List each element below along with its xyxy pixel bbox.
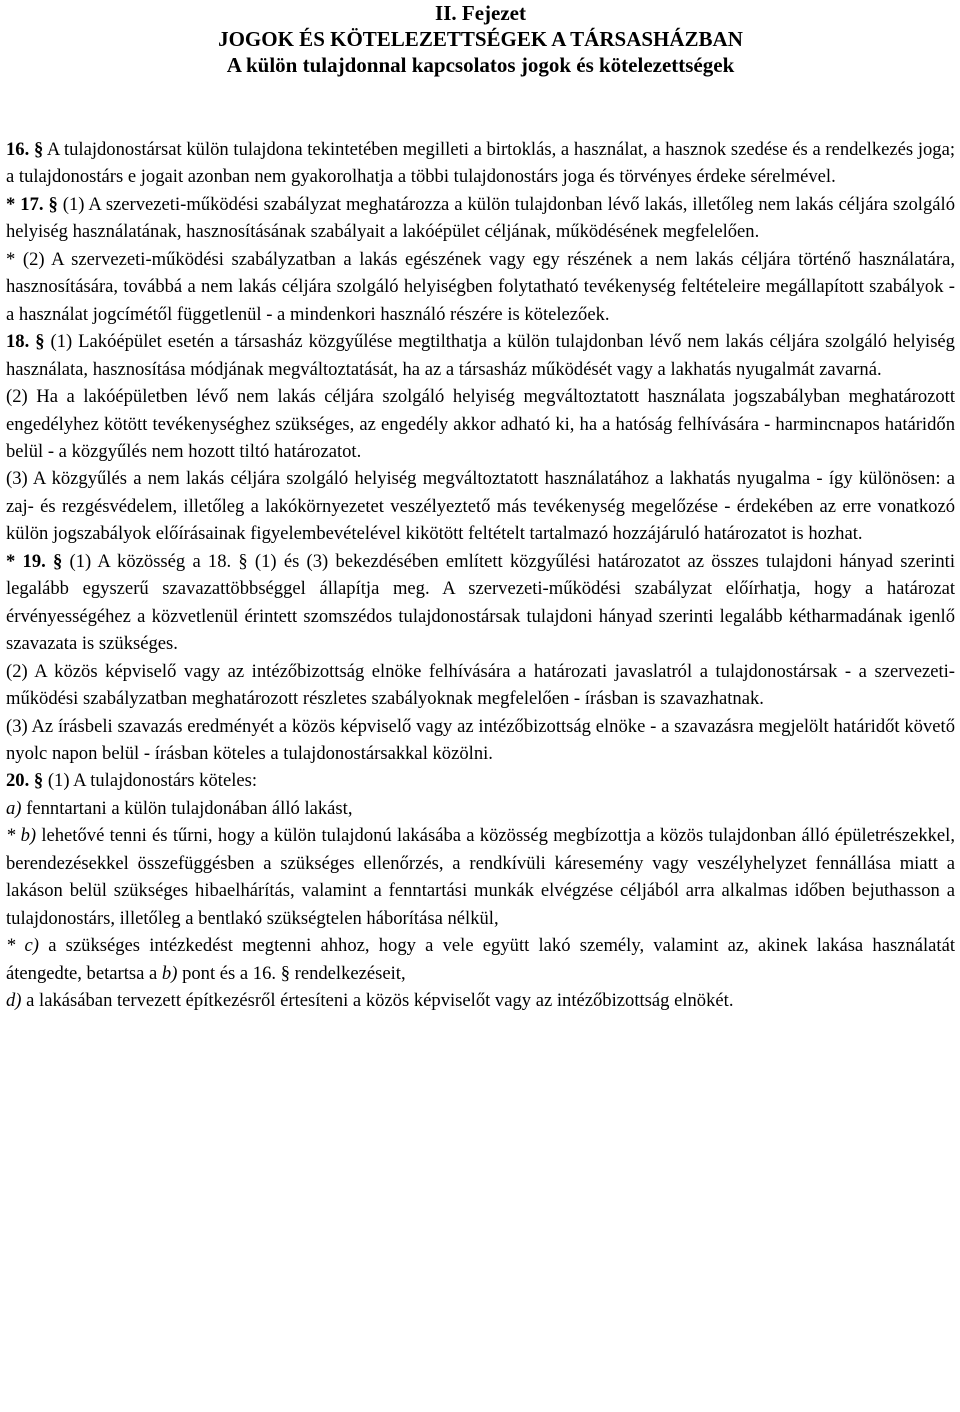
paragraph-16-text: A tulajdonostársat külön tulajdona tekintetében megilleti a birtoklás, a használat, a hasznok szedése és a rendelkezés joga; a tulajdonostárs e jogait azonban nem gyakorolhatja a többi tulajdonostárs joga és törvényes érdeke sérelmével. [6, 139, 955, 188]
section-number-18: 18. [6, 331, 30, 353]
paragraph-19-3: (3) Az írásbeli szavazás eredményét a közös képviselő vagy az intézőbizottság elnöke - a szavazásra megjelölt határidőt követő nyolc napon belül - írásban köteles a tulajdonostársakkal közölni. [6, 715, 955, 764]
list-item-c-reference: b) [161, 962, 178, 984]
chapter-title: JOGOK ÉS KÖTELEZETTSÉGEK A TÁRSASHÁZBAN [218, 27, 743, 51]
list-item-c-text-1: a szükséges intézkedést megtenni ahhoz, hogy a vele együtt lakó személy, valamint az, akinek lakása használatát átengedte, betartsa a [6, 935, 955, 984]
paragraph-17-1-text: (1) A szervezeti-működési szabályzat meghatározza a külön tulajdonban lévő lakás, illetőleg nem lakás céljára szolgáló helyiség használatának, hasznosításának szabályait a lakóépület céljának, működésének megfelelően. [6, 193, 955, 243]
list-marker-b: * b) [6, 825, 37, 847]
section-number-19: * 19. [6, 550, 46, 572]
paragraph-17-1 [6, 191, 955, 246]
paragraph-18-2: (2) Ha a lakóépületben lévő nem lakás céljára szolgáló helyiség megváltoztatott használata jogszabályban meghatározott engedélyhez kötött tevékenységhez szükséges, az engedély akkor adható ki, ha a hatóság felhívására - harmincnapos határidőn belül - a közgyűlés nem hozott tiltó határozatot. [6, 386, 955, 462]
paragraph-18-1 [6, 328, 955, 383]
list-item-d-text: a lakásában tervezett építkezésről értesíteni a közös képviselőt vagy az intézőbizottság elnökét. [26, 990, 734, 1012]
paragraph-20-1 [6, 767, 955, 794]
list-item-d [6, 987, 955, 1014]
list-item-a-text: fenntartani a külön tulajdonában álló lakást, [26, 797, 353, 819]
list-item-a [6, 795, 955, 822]
paragraph-19-1 [6, 548, 955, 658]
paragraph-18-1-text: (1) Lakóépület esetén a társasház közgyűlése megtilthatja a külön tulajdonban lévő nem lakás céljára szolgáló helyiség használata, hasznosítása módjának megváltoztatását, ha az a társasház működését vagy a lakhatás nyugalmát zavarná. [6, 331, 955, 380]
paragraph-20-1-text: (1) A tulajdonostárs köteles: [47, 770, 258, 792]
document-body [6, 136, 955, 1015]
paragraph-19-2: (2) A közös képviselő vagy az intézőbizottság elnöke felhívására a határozati javaslatról a tulajdonostársak - a szervezeti-működési szabályzatban meghatározott részletes szabályoknak megfelelően - írásban is szavazhatnak. [6, 660, 955, 710]
section-sign: § [33, 139, 44, 160]
chapter-number: II. Fejezet [435, 1, 526, 25]
paragraph-19-1-text: (1) A közösség a 18. § (1) és (3) bekezdésében említett közgyűlési határozatot az összes tulajdoni hányad szerinti legalább egyszerű szavazattöbbséggel állapítja meg. A szervezeti-működési szabályzat előírhatja, hogy a határozat érvényességéhez a közvetlenül érintett szomszédos tulajdonostársak tulajdoni hányad szerinti legalább kétharmadának igenlő szavazata is szükséges. [6, 550, 955, 655]
section-number-20: 20. [6, 770, 30, 792]
list-item-c [6, 932, 955, 987]
section-number-16: 16. [6, 139, 30, 160]
list-marker-c: * c) [6, 935, 39, 957]
spacer [6, 78, 955, 136]
section-sign: § [53, 550, 63, 572]
list-marker-d: d) [6, 990, 22, 1012]
list-item-b-text: lehetővé tenni és tűrni, hogy a külön tulajdonú lakásába a közösség megbízottja a közös tulajdonban álló épületrészekkel, berendezésekkel összefüggésben a szükséges ellenőrzés, a rendkívüli káresemény vagy veszélyhelyzet fennállása miatt a lakáson belül szükséges hibaelhárítás, valamint a fenntartási munkák elvégzése céljából arra alkalmas időben bejuthasson a tulajdonostárs, illetőleg a bentlakó szükségtelen háborítása nélkül, [6, 825, 955, 929]
section-sign: § [33, 770, 44, 792]
section-sign: § [35, 331, 45, 353]
paragraph-16 [6, 136, 955, 191]
chapter-header [6, 0, 955, 78]
list-marker-a: a) [6, 797, 22, 819]
paragraph-17-2: * (2) A szervezeti-működési szabályzatban a lakás egészének vagy egy részének a nem lakás céljára történő használatára, hasznosítására, továbbá a nem lakás céljára szolgáló helyiségben folytatható tevékenység feltételeire megállapított szabályok - a használat jogcímétől függetlenül - a mindenkori használó részére is kötelezőek. [6, 248, 955, 325]
document-page [6, 0, 955, 1015]
list-item-b [6, 822, 955, 932]
section-subtitle: A külön tulajdonnal kapcsolatos jogok és kötelezettségek [226, 53, 735, 77]
section-sign: § [48, 193, 58, 215]
paragraph-18-3: (3) A közgyűlés a nem lakás céljára szolgáló helyiség megváltoztatott használatához a lakhatás nyugalma - így különösen: a zaj- és rezgésvédelem, illetőleg a lakókörnyezetet veszélyeztető más tevékenység megelőzése - érdekében az erre vonatkozó külön jogszabályok előírásainak figyelembevételével kikötött feltételt tartalmazó hozzájáruló határozatot is hozhat. [6, 468, 955, 545]
section-number-17: * 17. [6, 193, 44, 215]
list-item-c-text-2: pont és a 16. § rendelkezéseit, [182, 962, 406, 984]
